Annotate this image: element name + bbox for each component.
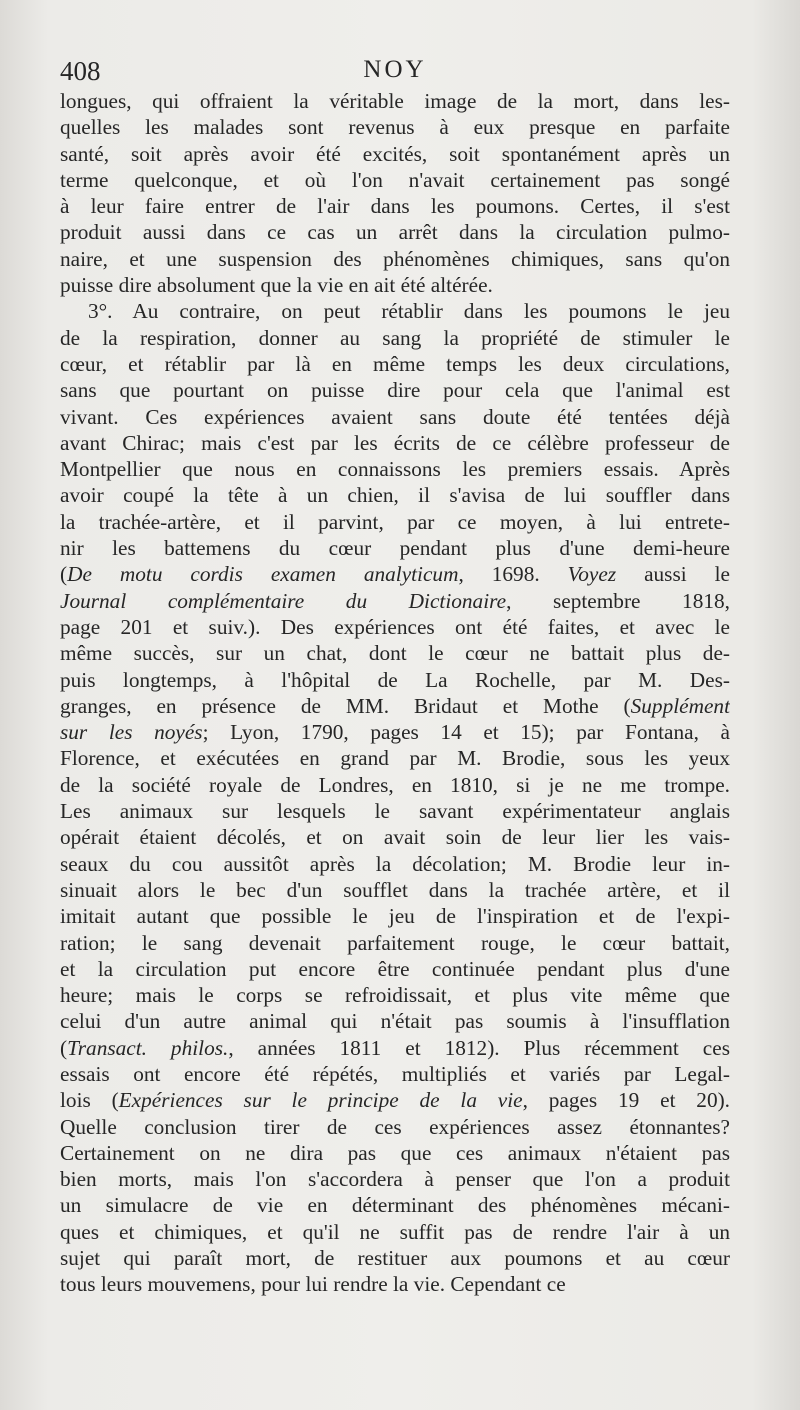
- text-line: opérait étaient décolés, et on avait soin de leur lier les vais-: [60, 825, 730, 850]
- text-line: un simulacre de vie en déterminant des phénomènes mécani-: [60, 1193, 730, 1218]
- text-line: et la circulation put encore être continuée pendant plus d'une: [60, 956, 730, 981]
- text-line: la trachée-artère, et il parvint, par ce moyen, à lui entrete-: [60, 509, 730, 534]
- text-line: imitait autant que possible le jeu de l'inspiration et de l'expi-: [60, 904, 730, 929]
- text-line: 3°. Au contraire, on peut rétablir dans les poumons le jeu: [88, 299, 730, 324]
- text-line: tous leurs mouvemens, pour lui rendre la vie. Cependant ce: [60, 1272, 566, 1297]
- text-line: sur les noyés; Lyon, 1790, pages 14 et 15); par Fontana, à: [60, 720, 730, 745]
- text-line: granges, en présence de MM. Bridaut et Mothe (Supplément: [60, 693, 730, 718]
- page-header: [60, 56, 730, 90]
- text-line: puisse dire absolument que la vie en ait été altérée.: [60, 273, 493, 298]
- text-line: (Transact. philos., années 1811 et 1812). Plus récemment ces: [60, 1035, 730, 1060]
- text-line: à leur faire entrer de l'air dans les poumons. Certes, il s'est: [60, 194, 730, 219]
- text-line: avant Chirac; mais c'est par les écrits de ce célèbre professeur de: [60, 430, 730, 455]
- text-line: seaux du cou aussitôt après la décolation; M. Brodie leur in-: [60, 851, 730, 876]
- text-line: avoir coupé la tête à un chien, il s'avisa de lui souffler dans: [60, 483, 730, 508]
- text-line: page 201 et suiv.). Des expériences ont été faites, et avec le: [60, 614, 730, 639]
- text-line: ration; le sang devenait parfaitement rouge, le cœur battait,: [60, 930, 730, 955]
- text-line: Montpellier que nous en connaissons les premiers essais. Après: [60, 457, 730, 482]
- text-line: sans que pourtant on puisse dire pour cela que l'animal est: [60, 378, 730, 403]
- text-line: de la société royale de Londres, en 1810, si je ne me trompe.: [60, 772, 730, 797]
- text-line: (De motu cordis examen analyticum, 1698. Voyez aussi le: [60, 562, 730, 587]
- text-line: heure; mais le corps se refroidissait, et plus vite même que: [60, 983, 730, 1008]
- text-line: longues, qui offraient la véritable image de la mort, dans les-: [60, 89, 730, 113]
- text-line: vivant. Ces expériences avaient sans doute été tentées déjà: [60, 404, 730, 429]
- text-line: celui d'un autre animal qui n'était pas soumis à l'insufflation: [60, 1009, 730, 1034]
- text-line: terme quelconque, et où l'on n'avait certainement pas songé: [60, 167, 730, 192]
- text-line: Journal complémentaire du Dictionaire, septembre 1818,: [60, 588, 730, 613]
- text-line: Les animaux sur lesquels le savant expérimentateur anglais: [60, 799, 730, 824]
- page-number: 408: [60, 56, 101, 86]
- text-line: lois (Expériences sur le principe de la vie, pages 19 et 20).: [60, 1088, 730, 1113]
- text-line: santé, soit après avoir été excités, soit spontanément après un: [60, 141, 730, 166]
- running-head: NOY: [363, 56, 427, 83]
- text-line: puis longtemps, à l'hôpital de La Rochelle, par M. Des-: [60, 667, 730, 692]
- text-line: produit aussi dans ce cas un arrêt dans la circulation pulmo-: [60, 220, 730, 245]
- text-line: sinuait alors le bec d'un soufflet dans la trachée artère, et il: [60, 877, 730, 902]
- text-line: naire, et une suspension des phénomènes chimiques, sans qu'on: [60, 246, 730, 271]
- text-line: Florence, et exécutées en grand par M. Brodie, sous les yeux: [60, 746, 730, 771]
- text-line: Quelle conclusion tirer de ces expériences assez étonnantes?: [60, 1114, 730, 1139]
- text-line: nir les battemens du cœur pendant plus d'une demi-heure: [60, 536, 730, 561]
- text-line: quelles les malades sont revenus à eux presque en parfaite: [60, 115, 730, 140]
- text-line: essais ont encore été répétés, multipliés et variés par Legal-: [60, 1061, 730, 1086]
- text-line: Certainement on ne dira pas que ces animaux n'étaient pas: [60, 1140, 730, 1165]
- text-line: bien morts, mais l'on s'accordera à penser que l'on a produit: [60, 1167, 730, 1192]
- body-text: [60, 88, 730, 1298]
- text-line: sujet qui paraît mort, de restituer aux poumons et au cœur: [60, 1246, 730, 1271]
- text-line: de la respiration, donner au sang la propriété de stimuler le: [60, 325, 730, 350]
- text-line: cœur, et rétablir par là en même temps les deux circulations,: [60, 351, 730, 376]
- text-line: même succès, sur un chat, dont le cœur ne battait plus de-: [60, 641, 730, 666]
- text-line: ques et chimiques, et qu'il ne suffit pas de rendre l'air à un: [60, 1219, 730, 1244]
